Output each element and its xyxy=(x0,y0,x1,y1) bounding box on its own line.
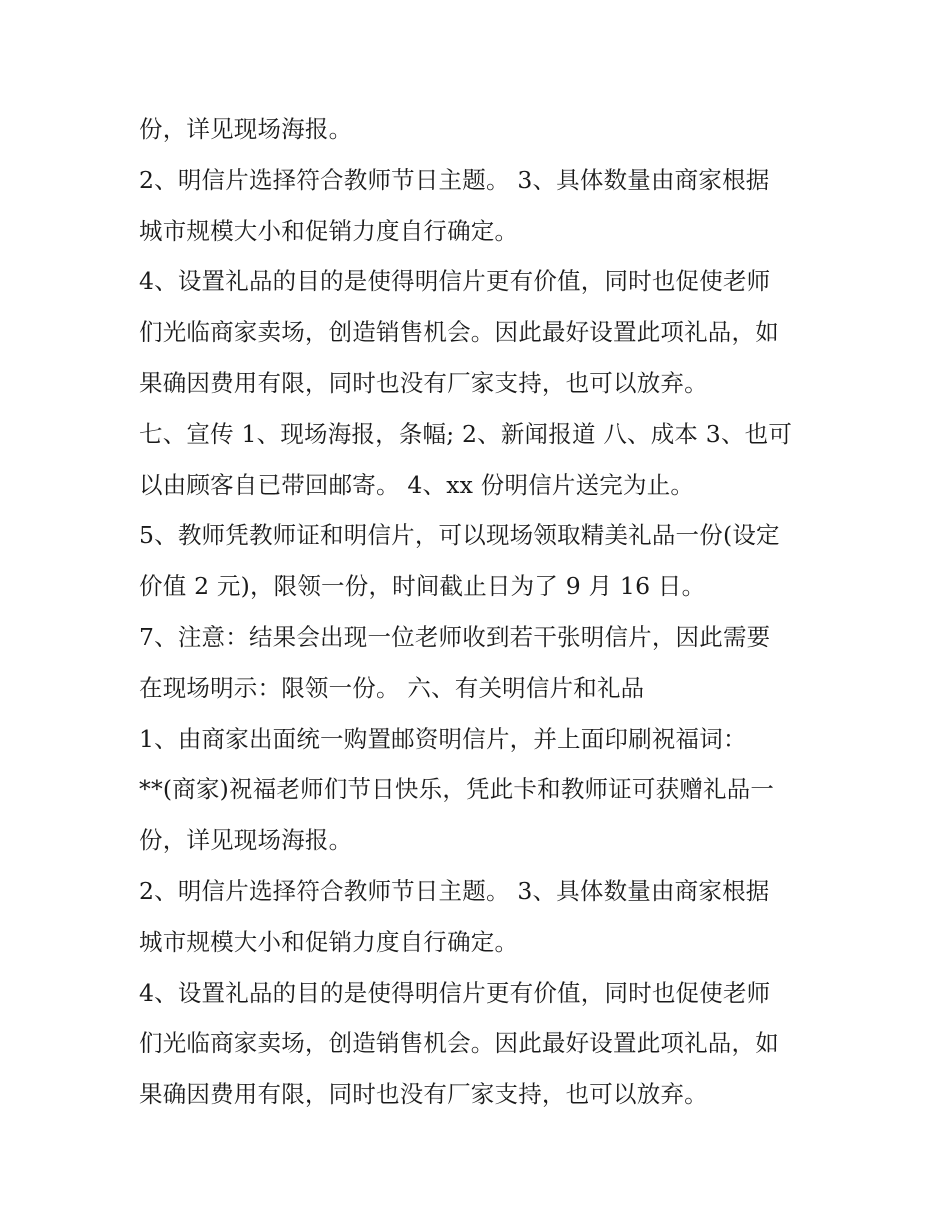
text-line: 7、注意：结果会出现一位老师收到若干张明信片，因此需要 xyxy=(139,622,771,651)
text-line: 2、明信片选择符合教师节日主题。 3、具体数量由商家根据 xyxy=(139,876,770,905)
text-line: 5、教师凭教师证和明信片，可以现场领取精美礼品一份(设定 xyxy=(139,521,780,550)
text-line: 果确因费用有限，同时也没有厂家支持，也可以放弃。 xyxy=(139,368,708,397)
text-line: 们光临商家卖场，创造销售机会。因此最好设置此项礼品，如 xyxy=(139,1029,779,1058)
text-line: 1、由商家出面统一购置邮资明信片，并上面印刷祝福词： xyxy=(139,724,747,753)
text-line: 在现场明示：限领一份。 六、有关明信片和礼品 xyxy=(139,673,645,702)
document-body xyxy=(139,104,839,1120)
text-line: 城市规模大小和促销力度自行确定。 xyxy=(139,927,519,956)
text-line: 以由顾客自已带回邮寄。 4、xx 份明信片送完为止。 xyxy=(139,470,695,499)
text-line: 城市规模大小和促销力度自行确定。 xyxy=(139,216,519,245)
text-line: 七、宣传 1、现场海报，条幅; 2、新闻报道 八、成本 3、也可 xyxy=(139,419,793,448)
text-line: **(商家)祝福老师们节日快乐，凭此卡和教师证可获赠礼品一 xyxy=(139,775,775,804)
text-line: 价值 2 元)，限领一份，时间截止日为了 9 月 16 日。 xyxy=(139,572,706,601)
text-line: 份，详见现场海报。 xyxy=(139,826,353,855)
text-line: 份，详见现场海报。 xyxy=(139,115,353,143)
text-line: 2、明信片选择符合教师节日主题。 3、具体数量由商家根据 xyxy=(139,165,770,194)
text-line: 4、设置礼品的目的是使得明信片更有价值，同时也促使老师 xyxy=(139,267,771,296)
text-line: 们光临商家卖场，创造销售机会。因此最好设置此项礼品，如 xyxy=(139,318,779,347)
text-line: 果确因费用有限，同时也没有厂家支持，也可以放弃。 xyxy=(139,1080,708,1109)
text-line: 4、设置礼品的目的是使得明信片更有价值，同时也促使老师 xyxy=(139,978,771,1007)
